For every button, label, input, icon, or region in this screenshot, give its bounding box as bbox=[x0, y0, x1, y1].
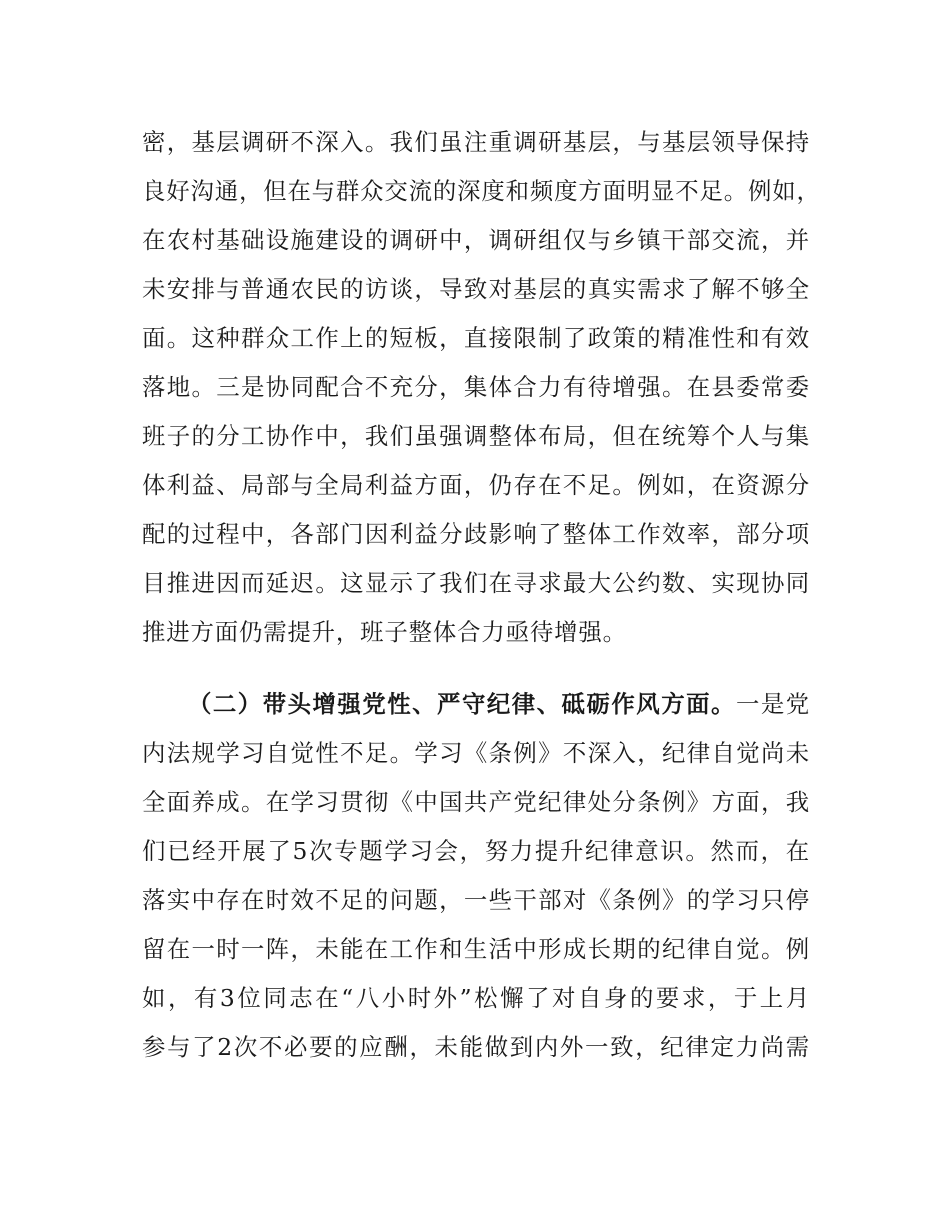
text-line: 内法规学习自觉性不足。学习《条例》不深入，纪律自觉尚未 bbox=[142, 739, 810, 767]
text-line: 如，有3位同志在“八小时外”松懈了对自身的要求，于上月 bbox=[142, 984, 810, 1012]
text-line: 目推进因而延迟。这显示了我们在寻求最大公约数、实现协同 bbox=[142, 569, 810, 597]
section-heading-line bbox=[142, 680, 810, 729]
text-line: 良好沟通，但在与群众交流的深度和频度方面明显不足。例如， bbox=[142, 177, 821, 205]
text-line: 配的过程中，各部门因利益分歧影响了整体工作效率，部分项 bbox=[142, 520, 810, 548]
text-line: 未安排与普通农民的访谈，导致对基层的真实需求了解不够全 bbox=[142, 275, 810, 303]
text-line: 落实中存在时效不足的问题，一些干部对《条例》的学习只停 bbox=[142, 886, 810, 914]
body-paragraph-2 bbox=[142, 680, 810, 1072]
text-line: 留在一时一阵，未能在工作和生活中形成长期的纪律自觉。例 bbox=[142, 935, 810, 963]
text-line: 面。这种群众工作上的短板，直接限制了政策的精准性和有效 bbox=[142, 324, 810, 352]
section-heading: （二）带头增强党性、严守纪律、砥砺作风方面。 bbox=[188, 690, 736, 718]
text-line: 班子的分工协作中，我们虽强调整体布局，但在统筹个人与集 bbox=[142, 422, 810, 450]
text-line: 推进方面仍需提升，班子整体合力亟待增强。 bbox=[142, 618, 627, 646]
text-run: 一是党 bbox=[735, 690, 810, 718]
text-line: 们已经开展了5次专题学习会，努力提升纪律意识。然而，在 bbox=[142, 837, 810, 865]
text-line: 全面养成。在学习贯彻《中国共产党纪律处分条例》方面，我 bbox=[142, 788, 810, 816]
body-paragraph-1 bbox=[142, 118, 821, 657]
text-line: 在农村基础设施建设的调研中，调研组仅与乡镇干部交流，并 bbox=[142, 226, 810, 254]
text-line: 密，基层调研不深入。我们虽注重调研基层，与基层领导保持 bbox=[142, 128, 810, 156]
text-line: 落地。三是协同配合不充分，集体合力有待增强。在县委常委 bbox=[142, 373, 810, 401]
text-line: 参与了2次不必要的应酬，未能做到内外一致，纪律定力尚需 bbox=[142, 1033, 810, 1061]
text-line: 体利益、局部与全局利益方面，仍存在不足。例如，在资源分 bbox=[142, 471, 810, 499]
